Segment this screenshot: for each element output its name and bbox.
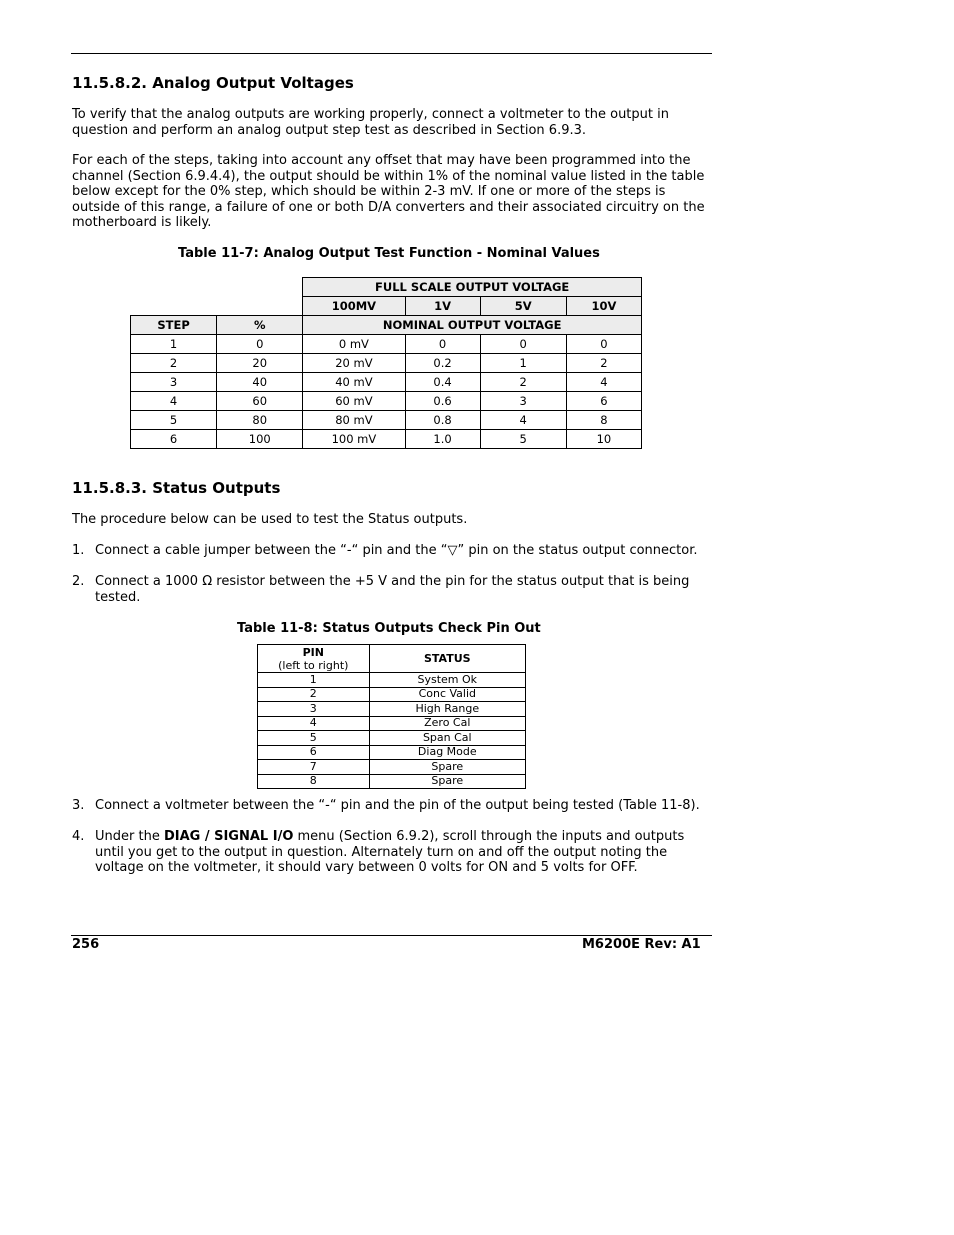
paragraph-status-intro: The procedure below can be used to test the Status outputs. — [72, 512, 468, 527]
table-row — [131, 373, 642, 392]
cell-pin: 2 — [258, 687, 370, 702]
scale-header-1v: 1V — [405, 297, 480, 316]
percent-header: % — [217, 316, 303, 335]
table-row-header — [258, 645, 526, 673]
table-row — [258, 702, 526, 717]
cell-step: 2 — [131, 354, 217, 373]
list-text — [95, 829, 708, 876]
cell-1v: 0.2 — [405, 354, 480, 373]
cell-1v: 1.0 — [405, 430, 480, 449]
status-header: STATUS — [369, 645, 525, 673]
list-text-pre: Under the — [95, 829, 164, 844]
cell-pin: 7 — [258, 760, 370, 775]
nominal-header: NOMINAL OUTPUT VOLTAGE — [303, 316, 642, 335]
table-row — [258, 687, 526, 702]
list-item-step-4 — [72, 829, 708, 876]
document-revision: M6200E Rev: A1 — [582, 937, 701, 952]
cell-100mv: 80 mV — [303, 411, 405, 430]
table-caption-11-7: Table 11-7: Analog Output Test Function - Nominal Values — [178, 246, 600, 261]
list-text-post: menu (Section 6.9.2), scroll through the inputs and outputs until you get to the output in question. Alternately turn on and off the output noting the voltage on the voltmeter, it should vary between 0 volts for ON and 5 volts for OFF. — [95, 829, 685, 875]
status-pinout-table — [257, 644, 526, 789]
cell-100mv: 60 mV — [303, 392, 405, 411]
cell-percent: 80 — [217, 411, 303, 430]
table-row-fullscale — [131, 278, 642, 297]
table-row — [131, 430, 642, 449]
cell-1v: 0.8 — [405, 411, 480, 430]
cell-step: 5 — [131, 411, 217, 430]
list-number: 4. — [72, 829, 85, 844]
section-heading-analog-output: 11.5.8.2. Analog Output Voltages — [72, 74, 354, 92]
cell-pin: 8 — [258, 774, 370, 789]
table-row — [131, 354, 642, 373]
paragraph-step-tolerance: For each of the steps, taking into account any offset that may have been programmed into the channel (Section 6.9.4.4), the output should be within 1% of the nominal value listed in the table below except for the 0% step, which should be within 2-3 mV. If one or more of the steps is outside of this range, a failure of one or both D/A converters and their associated circuitry on the motherboard is likely. — [72, 153, 705, 230]
cell-100mv: 100 mV — [303, 430, 405, 449]
cell-10v: 8 — [566, 411, 641, 430]
cell-5v: 5 — [480, 430, 566, 449]
table-caption-11-8: Table 11-8: Status Outputs Check Pin Out — [237, 621, 541, 636]
analog-output-table — [130, 277, 642, 449]
list-item-step-2 — [72, 574, 708, 605]
scale-header-100mv: 100MV — [303, 297, 405, 316]
cell-10v: 2 — [566, 354, 641, 373]
cell-1v: 0 — [405, 335, 480, 354]
cell-10v: 6 — [566, 392, 641, 411]
cell-status: Conc Valid — [369, 687, 525, 702]
cell-percent: 0 — [217, 335, 303, 354]
cell-5v: 0 — [480, 335, 566, 354]
table-row-header — [131, 316, 642, 335]
table-row — [131, 392, 642, 411]
cell-10v: 4 — [566, 373, 641, 392]
table-row — [131, 411, 642, 430]
cell-status: Spare — [369, 760, 525, 775]
cell-percent: 40 — [217, 373, 303, 392]
cell-5v: 3 — [480, 392, 566, 411]
cell-100mv: 0 mV — [303, 335, 405, 354]
cell-1v: 0.6 — [405, 392, 480, 411]
cell-pin: 1 — [258, 673, 370, 688]
cell-100mv: 40 mV — [303, 373, 405, 392]
page-number: 256 — [72, 937, 100, 952]
scale-header-10v: 10V — [566, 297, 641, 316]
cell-status: Span Cal — [369, 731, 525, 746]
cell-step: 3 — [131, 373, 217, 392]
table-row — [258, 745, 526, 760]
cell-status: Diag Mode — [369, 745, 525, 760]
list-text: Connect a cable jumper between the “-“ pin and the “▽” pin on the status output connector. — [95, 543, 698, 558]
cell-status: Zero Cal — [369, 716, 525, 731]
header-rule — [71, 53, 712, 54]
cell-percent: 100 — [217, 430, 303, 449]
scale-header-5v: 5V — [480, 297, 566, 316]
cell-5v: 2 — [480, 373, 566, 392]
cell-5v: 1 — [480, 354, 566, 373]
list-item-step-3 — [72, 798, 708, 814]
cell-100mv: 20 mV — [303, 354, 405, 373]
full-scale-header: FULL SCALE OUTPUT VOLTAGE — [303, 278, 642, 297]
table-row — [258, 774, 526, 789]
menu-name: DIAG / SIGNAL I/O — [163, 829, 294, 844]
pin-header-sublabel: (left to right) — [278, 658, 349, 672]
step-header: STEP — [131, 316, 217, 335]
cell-10v: 0 — [566, 335, 641, 354]
cell-step: 4 — [131, 392, 217, 411]
list-item-step-1 — [72, 543, 708, 559]
cell-step: 6 — [131, 430, 217, 449]
cell-10v: 10 — [566, 430, 641, 449]
cell-status: System Ok — [369, 673, 525, 688]
table-row-scales — [131, 297, 642, 316]
table-row — [258, 731, 526, 746]
cell-status: High Range — [369, 702, 525, 717]
list-number: 2. — [72, 574, 85, 589]
pin-header-label: PIN — [302, 645, 324, 659]
cell-step: 1 — [131, 335, 217, 354]
cell-1v: 0.4 — [405, 373, 480, 392]
cell-pin: 6 — [258, 745, 370, 760]
list-text: Connect a 1000 Ω resistor between the +5 V and the pin for the status output that is being tested. — [95, 574, 690, 605]
cell-percent: 20 — [217, 354, 303, 373]
cell-pin: 4 — [258, 716, 370, 731]
section-heading-status-outputs: 11.5.8.3. Status Outputs — [72, 479, 281, 497]
list-number: 1. — [72, 543, 85, 558]
table-row — [258, 673, 526, 688]
cell-pin: 5 — [258, 731, 370, 746]
paragraph-verify-outputs: To verify that the analog outputs are working properly, connect a voltmeter to the output in question and perform an analog output step test as described in Section 6.9.3. — [72, 107, 669, 138]
footer-rule — [71, 935, 712, 936]
cell-pin: 3 — [258, 702, 370, 717]
cell-status: Spare — [369, 774, 525, 789]
list-number: 3. — [72, 798, 85, 813]
cell-5v: 4 — [480, 411, 566, 430]
list-text: Connect a voltmeter between the “-“ pin and the pin of the output being tested (Table 11-8). — [95, 798, 700, 813]
table-row — [258, 716, 526, 731]
pin-header — [258, 645, 370, 673]
table-row — [131, 335, 642, 354]
cell-percent: 60 — [217, 392, 303, 411]
table-row — [258, 760, 526, 775]
